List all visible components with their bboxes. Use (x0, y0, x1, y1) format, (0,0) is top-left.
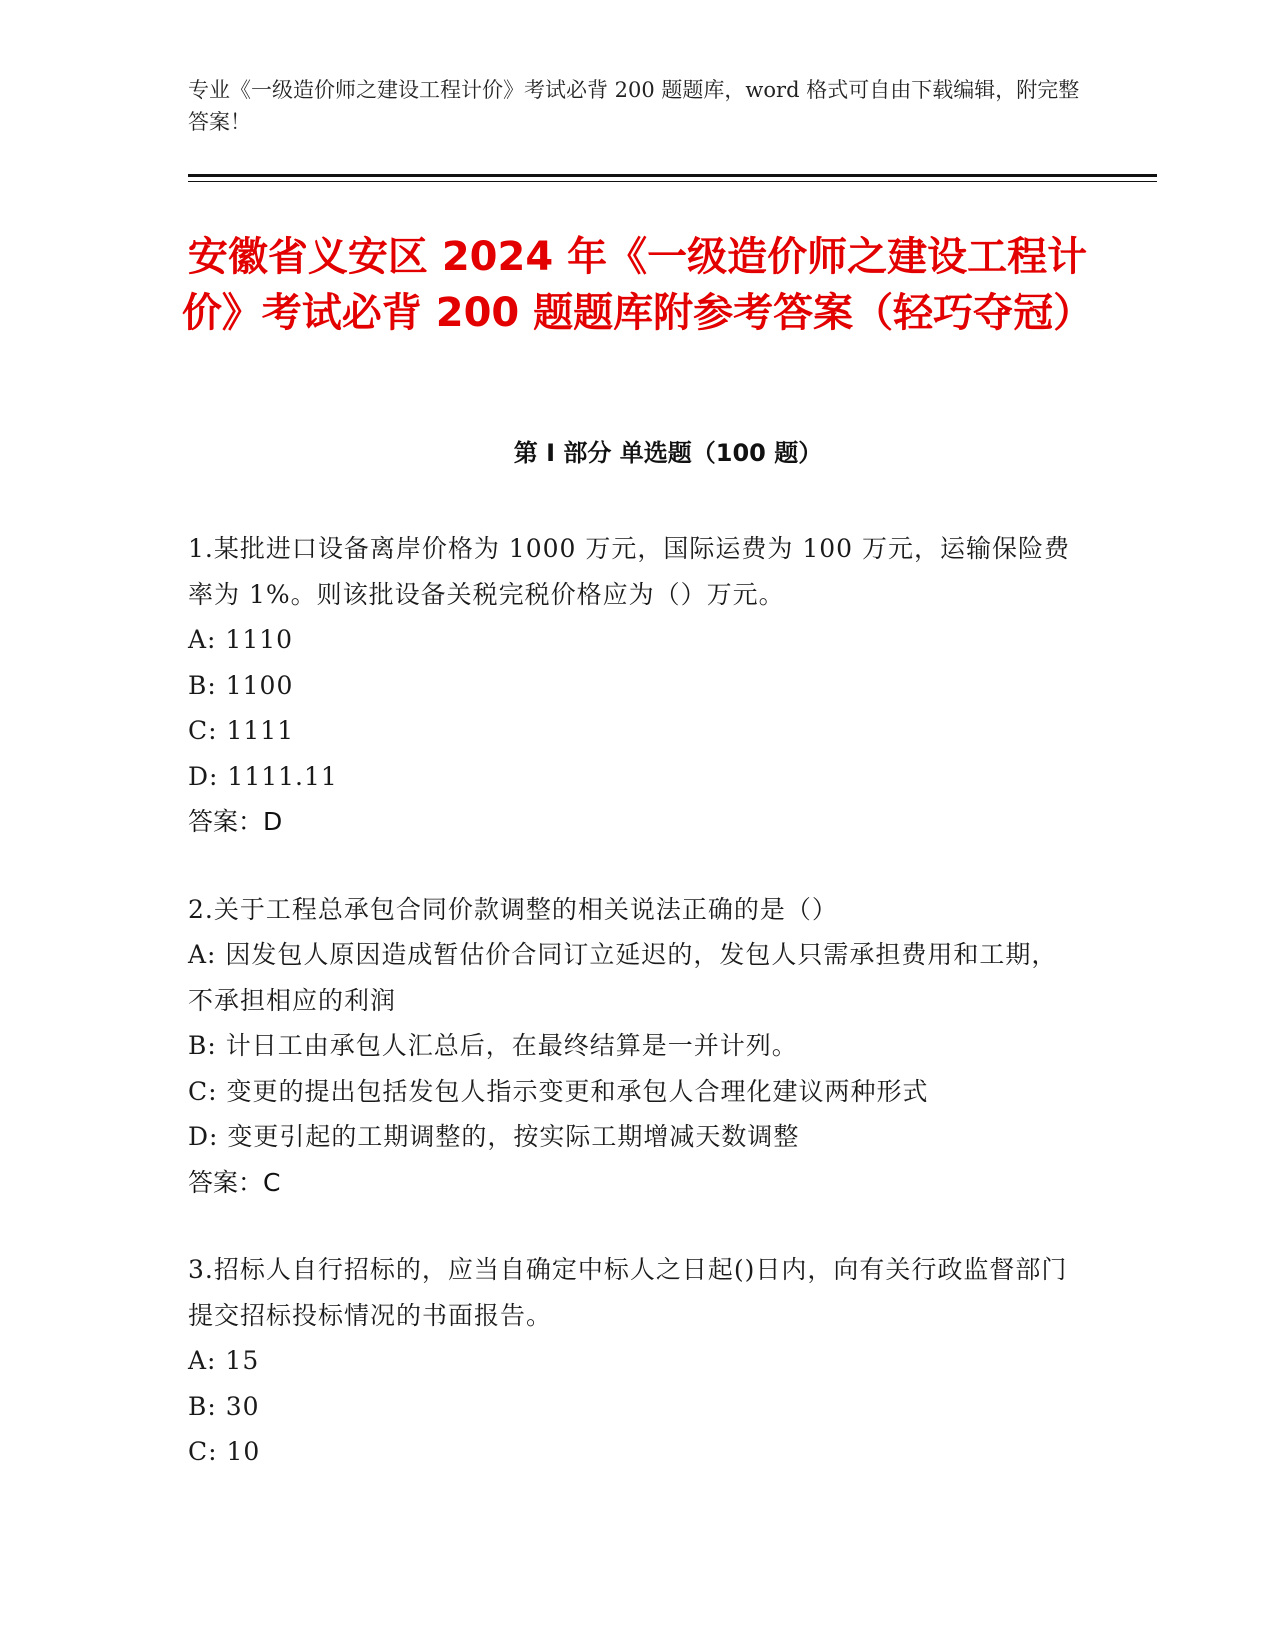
answer-label: 答案：C (188, 1167, 281, 1197)
question-3 (188, 1247, 1078, 1475)
option-a: A: 因发包人原因造成暂估价合同订立延迟的，发包人只需承担费用和工期，不承担相应的利润 (188, 940, 1058, 1015)
question-2 (188, 887, 1078, 1206)
option-c: C: 变更的提出包括发包人指示变更和承包人合理化建议两种形式 (188, 1076, 929, 1106)
question-stem: 2.关于工程总承包合同价款调整的相关说法正确的是（） (188, 894, 838, 924)
option-a: A: 15 (188, 1346, 260, 1375)
option-c: C: 1111 (188, 716, 295, 745)
header-rule-thick (188, 174, 1157, 177)
option-b: B: 计日工由承包人汇总后，在最终结算是一并计列。 (188, 1031, 798, 1060)
option-c: C: 10 (188, 1437, 261, 1466)
option-d: D: 1111.11 (188, 761, 338, 791)
option-b: B: 1100 (188, 670, 294, 700)
header-rule-thin (188, 181, 1157, 182)
section-heading: 第 I 部分 单选题（100 题） (513, 439, 823, 467)
option-d: D: 变更引起的工期调整的，按实际工期增减天数调整 (188, 1122, 800, 1151)
header-note: 专业《一级造价师之建设工程计价》考试必背 200 题题库，word 格式可自由下载编辑，附完整答案！ (188, 78, 1080, 134)
option-a: A: 1110 (188, 625, 294, 654)
answer-label: 答案：D (188, 807, 283, 836)
question-1 (188, 526, 1078, 845)
question-stem: 1.某批进口设备离岸价格为 1000 万元，国际运费为 100 万元，运输保险费率为 1%。则该批设备关税完税价格应为（）万元。 (188, 534, 1070, 609)
question-stem: 3.招标人自行招标的，应当自确定中标人之日起()日内，向有关行政监督部门提交招标投标情况的书面报告。 (188, 1255, 1068, 1330)
question-list (188, 526, 1078, 1517)
option-b: B: 30 (188, 1391, 260, 1421)
document-title: 安徽省义安区 2024 年《一级造价师之建设工程计价》考试必背 200 题题库附参考答案（轻巧夺冠） (181, 234, 1094, 336)
